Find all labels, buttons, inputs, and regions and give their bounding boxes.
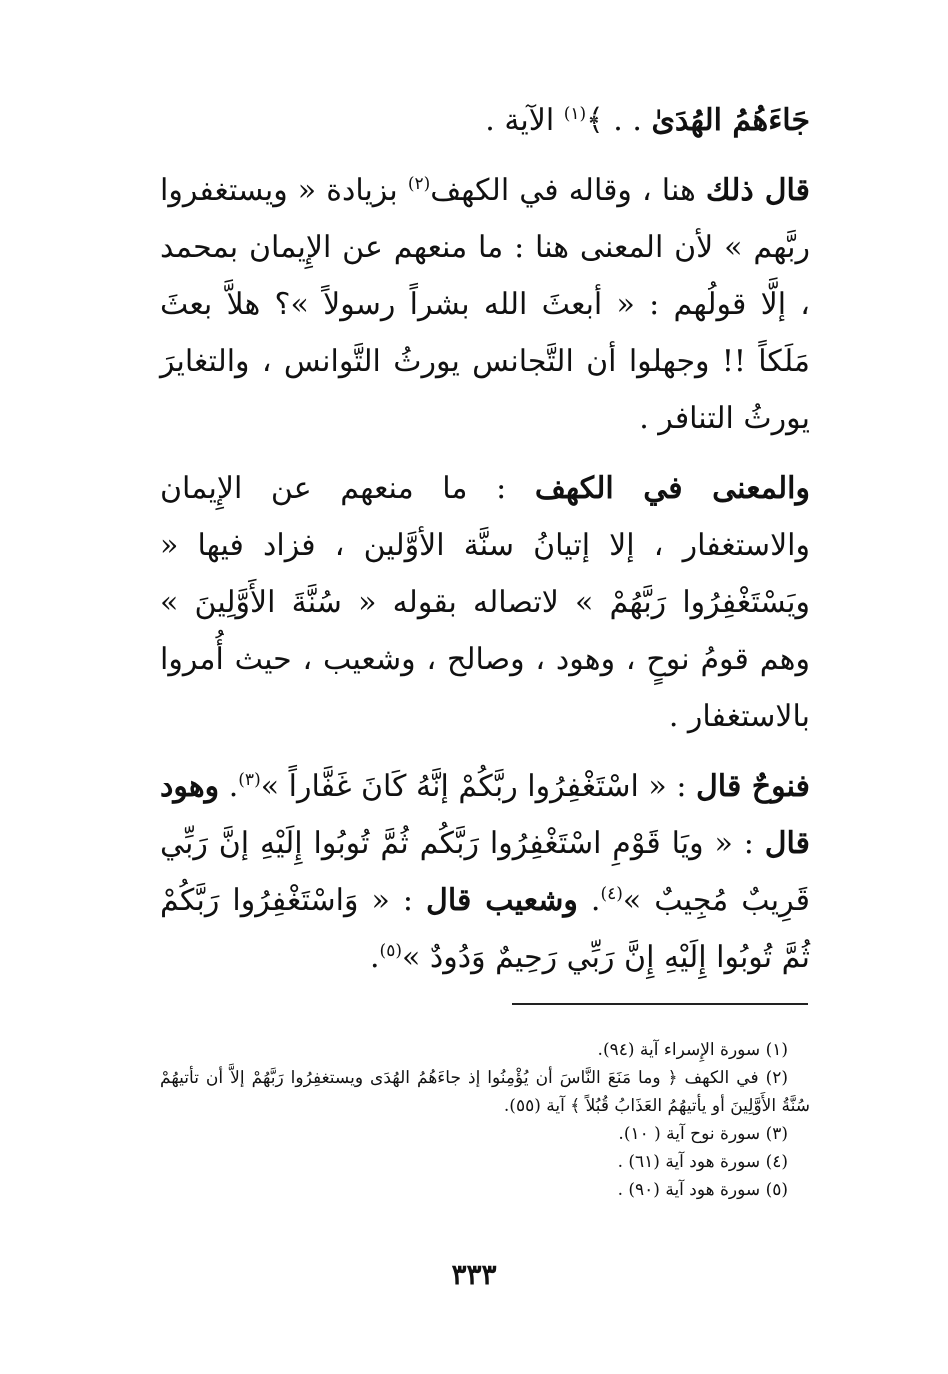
paragraph-verse-end [160,92,810,149]
paragraph-text: هنا ، وقاله في الكهف [430,173,706,208]
footnote-marker: (٣) [238,770,261,790]
paragraph-text: . . ﴾ [586,103,652,138]
paragraph-text: : « ويَا قَوْمِ اسْتَغْفِرُوا رَبَّكُم ثُمَّ تُوبُوا إِلَيْهِ إنَّ رَبِّي قَرِيبٌ مُجِيبٌ » [160,826,810,918]
paragraph-text: . [219,769,239,804]
paragraph-text: : « اسْتَغْفِرُوا ربَّكُمْ إنَّهُ كَانَ غَفَّاراً » [260,769,696,804]
bold-lead: والمعنى في الكهف [534,471,811,506]
paragraph-text: . [577,883,601,918]
footnote-item: (١) سورة الإِسراء آية (٩٤). [597,1040,788,1060]
paragraph-here [160,162,810,447]
paragraph-text: بزيادة « ويستغفروا ربَّهم » لأن المعنى هنا : ما منعهم عن الإِيمان بمحمد ، إلَّا قولُهم : « أبعثَ الله بشراً رسولاً »؟ هلاَّ بعثَ مَلَكاً !! وجهلوا أن التَّجانس يورثُ التَّوانس ، والتغايرَ يورثُ التنافر . [160,173,810,436]
main-text [160,92,810,986]
paragraph-text: : ما منعهم عن الإِيمان والاستغفار ، إلا إتيانُ سنَّة الأوَّلين ، فزاد فيها « ويَسْتَغْفِرُوا رَبَّهُمْ » لاتصاله بقوله « سُنَّةَ الأَوَّلِينَ » وهم قومُ نوحٍ ، وهود ، وصالح ، وشعيب ، حيث أُمروا بالاستغفار . [160,471,810,734]
footnote-marker: (٥) [379,941,402,961]
bold-lead: جَاءَهُمُ الهُدَىٰ [651,103,810,138]
footnote-item: (٥) سورة هود آية (٩٠) . [617,1180,788,1200]
footnote-item: (٣) سورة نوح آية ( ١٠). [618,1124,788,1144]
bold-lead: وهود قال [160,769,810,861]
page-number: ٣٣٣ [451,1258,497,1291]
footnote-item: (٢) في الكهف ﴿ وما مَنَعَ النَّاسَ أن يُؤْمِنُوا إذ جاءَهُمُ الهُدَى ويستغفِرُوا رَبَّهُمْ إلاَّ أن تأتيهُمْ سُنَّةُ الأَوَّلِينَ أو يأتيهُمُ العَذَابُ قُبُلاً ﴾ آية (٥٥). [160,1068,810,1116]
paragraph-text: . [370,940,380,975]
paragraph-text: الآية . [485,103,564,138]
bold-lead: قال ذلك [705,173,810,208]
paragraph-prophets [160,758,810,986]
bold-lead: فنوحٌ قال [696,769,811,804]
footnote-marker: (٢) [407,174,431,194]
bold-lead: وشعيب قال [426,883,578,918]
footnote-separator [512,1003,808,1005]
paragraph-text: : « وَاسْتَغْفِرُوا رَبَّكُمْ ثُمَّ تُوبُوا إِلَيْهِ إِنَّ رَبِّي رَحِيمٌ وَدُودٌ » [160,883,810,975]
footnote-item: (٤) سورة هود آية (٦١) . [617,1152,788,1172]
footnote-marker: (٤) [600,884,623,904]
footnotes [160,1036,810,1204]
footnote-marker: (١) [563,104,587,124]
paragraph-kahf [160,460,810,745]
